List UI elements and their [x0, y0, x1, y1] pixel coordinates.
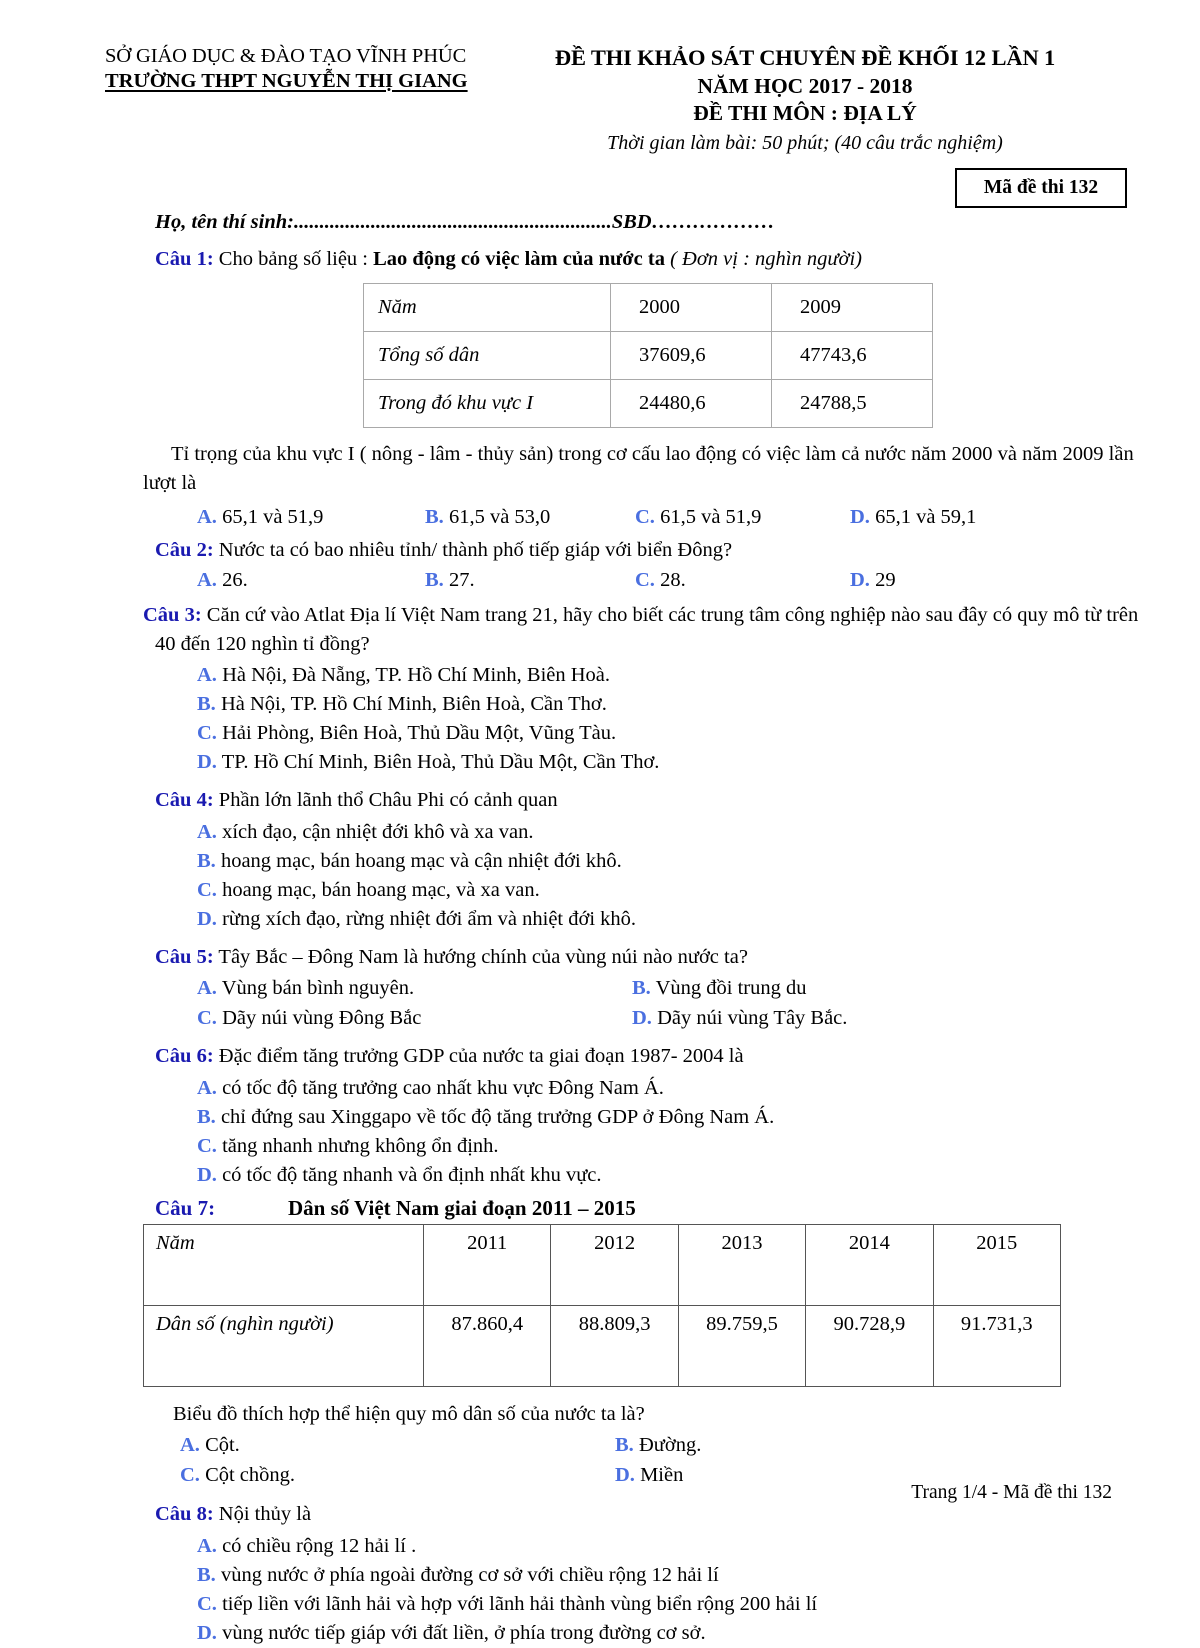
option-d[interactable]	[197, 1619, 1145, 1648]
question-4-label: Câu 4:	[155, 789, 214, 812]
exam-duration: Thời gian làm bài: 50 phút; (40 câu trắc nghiệm)	[607, 131, 1003, 154]
table-cell: Năm	[144, 1225, 424, 1306]
question-6-stem-text: Đặc điểm tăng trưởng GDP của nước ta giai đoạn 1987- 2004 là	[213, 1045, 744, 1068]
exam-subject: ĐỀ THI MÔN : ĐỊA LÝ	[693, 101, 917, 126]
option-b[interactable]	[632, 974, 1067, 1004]
option-b-letter: B.	[197, 1563, 216, 1586]
exam-title: ĐỀ THI KHẢO SÁT CHUYÊN ĐỀ KHỐI 12 LẦN 1	[554, 45, 1056, 70]
question-1-stem-before: Cho bảng số liệu :	[213, 248, 374, 270]
table-row	[364, 332, 933, 380]
option-b-text: 27.	[443, 569, 475, 592]
table-row	[364, 380, 933, 428]
table-cell: Dân số (nghìn người)	[144, 1306, 424, 1387]
option-c[interactable]	[197, 1004, 632, 1034]
question-2-stem-text: Nước ta có bao nhiêu tỉnh/ thành phố tiếp giáp với biển Đông?	[213, 538, 733, 561]
option-c-letter: C.	[197, 878, 217, 901]
option-d[interactable]	[197, 748, 1145, 777]
table-cell: 24480,6	[611, 380, 772, 428]
option-b-letter: B.	[425, 569, 444, 592]
option-d-letter: D.	[197, 751, 217, 774]
option-a[interactable]	[180, 1431, 615, 1461]
option-b-letter: B.	[197, 1105, 216, 1128]
table-cell: 24788,5	[772, 380, 933, 428]
question-7	[0, 1196, 1200, 1490]
option-b-text: Hà Nội, TP. Hồ Chí Minh, Biên Hoà, Cần Thơ.	[215, 693, 607, 716]
option-b-text: hoang mạc, bán hoang mạc và cận nhiệt đới khô.	[215, 849, 622, 872]
question-8	[0, 1500, 1200, 1648]
table-cell: 2014	[806, 1225, 933, 1306]
option-b[interactable]	[197, 847, 1145, 876]
school-year: NĂM HỌC 2017 - 2018	[697, 73, 913, 98]
question-list	[0, 245, 1200, 1648]
table-cell: 2011	[424, 1225, 551, 1306]
question-1-after-table: Tỉ trọng của khu vực I ( nông - lâm - thủy sản) trong cơ cấu lao động có việc làm cả nước năm 2000 và năm 2009 lần lượt là	[143, 443, 1134, 494]
question-2-options	[0, 566, 1200, 595]
question-3-stem-text: Căn cứ vào Atlat Địa lí Việt Nam trang 21, hãy cho biết các trung tâm công nghiệp nào sau đây có quy mô từ trên 40 đến 120 nghìn tỉ đồng?	[155, 604, 1139, 655]
option-d-text: Miền	[634, 1463, 684, 1486]
question-5-label: Câu 5:	[155, 946, 214, 969]
page-header	[0, 44, 1200, 156]
option-a-letter: A.	[197, 663, 217, 686]
option-d[interactable]	[197, 905, 1145, 934]
option-d-text: rừng xích đạo, rừng nhiệt đới ẩm và nhiệt đới khô.	[216, 907, 637, 930]
table-cell: 2009	[772, 284, 933, 332]
question-1-stem	[0, 245, 1200, 273]
option-d[interactable]	[850, 503, 1070, 532]
option-a[interactable]	[197, 661, 1145, 690]
option-c-text: Hải Phòng, Biên Hoà, Thủ Dầu Một, Vũng Tàu.	[216, 722, 617, 745]
option-b[interactable]	[425, 503, 635, 532]
question-1-data-table	[363, 283, 933, 428]
table-cell: 37609,6	[611, 332, 772, 380]
option-d-letter: D.	[197, 907, 217, 930]
table-cell: 90.728,9	[806, 1306, 933, 1387]
option-c-text: tiếp liền với lãnh hải và hợp với lãnh hải thành vùng biển rộng 200 hải lí	[216, 1592, 818, 1615]
option-b-text: Đường.	[633, 1434, 702, 1457]
table-row	[144, 1225, 1061, 1306]
exam-block	[455, 44, 1155, 156]
option-d-text: vùng nước tiếp giáp với đất liền, ở phía trong đường cơ sở.	[216, 1622, 706, 1645]
table-cell: 2015	[933, 1225, 1060, 1306]
option-a-letter: A.	[197, 505, 217, 528]
option-d-text: Dãy núi vùng Tây Bắc.	[651, 1006, 848, 1029]
table-cell: 2000	[611, 284, 772, 332]
question-5-stem	[0, 943, 1200, 971]
option-d[interactable]	[632, 1004, 1067, 1034]
option-c-text: Dãy núi vùng Đông Bắc	[216, 1006, 422, 1029]
question-1-stem-italic: ( Đơn vị : nghìn người)	[664, 248, 863, 270]
option-d-letter: D.	[850, 505, 870, 528]
table-cell: 2013	[678, 1225, 805, 1306]
option-b-letter: B.	[632, 977, 651, 1000]
option-a-text: có chiều rộng 12 hải lí .	[216, 1534, 417, 1557]
option-c-text: tăng nhanh nhưng không ổn định.	[216, 1134, 499, 1157]
question-1-label: Câu 1:	[155, 248, 214, 270]
table-cell: Trong đó khu vực I	[364, 380, 611, 428]
exam-code-box: Mã đề thi 132	[955, 168, 1127, 208]
option-c[interactable]	[197, 876, 1145, 905]
question-8-stem	[0, 1500, 1200, 1528]
question-6-label: Câu 6:	[155, 1045, 214, 1068]
option-b-letter: B.	[425, 505, 444, 528]
option-c-letter: C.	[197, 1006, 217, 1029]
question-4	[0, 786, 1200, 934]
option-d-letter: D.	[197, 1163, 217, 1186]
question-6-stem	[0, 1042, 1200, 1070]
table-row	[144, 1306, 1061, 1387]
question-4-stem	[0, 786, 1200, 814]
option-c-letter: C.	[635, 505, 655, 528]
option-a[interactable]	[197, 818, 1145, 847]
option-a[interactable]	[197, 1074, 1145, 1103]
table-cell: 91.731,3	[933, 1306, 1060, 1387]
option-d[interactable]	[850, 566, 1070, 595]
question-3-stem	[0, 601, 1200, 658]
question-4-stem-text: Phần lớn lãnh thổ Châu Phi có cảnh quan	[213, 789, 558, 812]
question-5	[0, 943, 1200, 1033]
option-b-text: Vùng đồi trung du	[650, 977, 807, 1000]
option-c-text: Cột chồng.	[199, 1463, 296, 1486]
option-a[interactable]	[197, 503, 425, 532]
option-a-text: Hà Nội, Đà Nẵng, TP. Hồ Chí Minh, Biên Hoà.	[216, 663, 611, 686]
option-c-letter: C.	[197, 1134, 217, 1157]
option-b[interactable]	[615, 1431, 1050, 1461]
option-c-text: 61,5 và 51,9	[654, 505, 762, 528]
question-1-stem-bold: Lao động có việc làm của nước ta	[373, 248, 665, 270]
option-c[interactable]	[197, 1132, 1145, 1161]
option-d-letter: D.	[850, 569, 870, 592]
option-a-text: xích đạo, cận nhiệt đới khô và xa van.	[216, 820, 534, 843]
option-c[interactable]	[635, 503, 850, 532]
option-b-text: 61,5 và 53,0	[443, 505, 551, 528]
table-cell: 87.860,4	[424, 1306, 551, 1387]
page-footer: Trang 1/4 - Mã đề thi 132	[911, 1482, 1112, 1503]
table-cell: Năm	[364, 284, 611, 332]
option-a-letter: A.	[197, 1534, 217, 1557]
option-b-text: vùng nước ở phía ngoài đường cơ sở với chiều rộng 12 hải lí	[215, 1563, 719, 1586]
option-a-text: có tốc độ tăng trưởng cao nhất khu vực Đông Nam Á.	[216, 1076, 664, 1099]
option-a[interactable]	[197, 566, 425, 595]
option-c-letter: C.	[635, 569, 655, 592]
table-cell: 89.759,5	[678, 1306, 805, 1387]
option-b-letter: B.	[197, 849, 216, 872]
question-8-options	[0, 1532, 1200, 1648]
option-b[interactable]	[197, 1561, 1145, 1590]
option-b-letter: B.	[615, 1434, 634, 1457]
question-7-title-row	[0, 1196, 1200, 1221]
question-5-stem-text: Tây Bắc – Đông Nam là hướng chính của vùng núi nào nước ta?	[213, 946, 748, 969]
option-a-letter: A.	[197, 977, 217, 1000]
option-b-text: chỉ đứng sau Xinggapo về tốc độ tăng trưởng GDP ở Đông Nam Á.	[215, 1105, 775, 1128]
option-c[interactable]	[635, 566, 850, 595]
option-d-text: 29	[869, 569, 896, 592]
table-cell: 88.809,3	[551, 1306, 678, 1387]
question-3-label: Câu 3:	[143, 604, 202, 627]
option-b[interactable]	[425, 566, 635, 595]
option-c-letter: C.	[197, 722, 217, 745]
question-5-options	[0, 974, 1200, 1033]
question-6-options	[0, 1074, 1200, 1190]
option-c-letter: C.	[197, 1592, 217, 1615]
option-a[interactable]	[197, 1532, 1145, 1561]
option-b[interactable]	[197, 690, 1145, 719]
option-d-text: có tốc độ tăng nhanh và ổn định nhất khu vực.	[216, 1163, 602, 1186]
school-block	[0, 44, 468, 94]
option-d-text: 65,1 và 59,1	[869, 505, 977, 528]
option-d-letter: D.	[197, 1622, 217, 1645]
question-8-label: Câu 8:	[155, 1503, 214, 1526]
department-name: SỞ GIÁO DỤC & ĐÀO TẠO VĨNH PHÚC	[105, 45, 467, 67]
option-c-letter: C.	[180, 1463, 200, 1486]
table-cell: 47743,6	[772, 332, 933, 380]
option-b-letter: B.	[197, 693, 216, 716]
question-7-label: Câu 7:	[155, 1196, 216, 1221]
question-6	[0, 1042, 1200, 1190]
question-7-after-table: Biểu đồ thích hợp thể hiện quy mô dân số của nước ta là?	[173, 1403, 645, 1426]
question-1-options	[0, 503, 1200, 532]
option-a-text: 26.	[216, 569, 248, 592]
option-b[interactable]	[197, 1103, 1145, 1132]
question-3-options	[0, 661, 1200, 777]
question-7-table-title: Dân số Việt Nam giai đoạn 2011 – 2015	[288, 1196, 636, 1221]
option-d-letter: D.	[615, 1463, 635, 1486]
option-a-letter: A.	[180, 1434, 200, 1457]
question-8-stem-text: Nội thủy là	[213, 1503, 312, 1526]
table-row	[364, 284, 933, 332]
option-a[interactable]	[197, 974, 632, 1004]
option-c-text: hoang mạc, bán hoang mạc, và xa van.	[216, 878, 540, 901]
question-2-label: Câu 2:	[155, 538, 214, 561]
option-d[interactable]	[197, 1161, 1145, 1190]
option-a-letter: A.	[197, 1076, 217, 1099]
option-d-letter: D.	[632, 1006, 652, 1029]
question-2	[0, 536, 1200, 595]
option-a-text: Vùng bán bình nguyên.	[216, 977, 415, 1000]
option-c[interactable]	[197, 1590, 1145, 1619]
option-c-text: 28.	[654, 569, 686, 592]
table-cell: Tổng số dân	[364, 332, 611, 380]
option-a-text: Cột.	[199, 1434, 240, 1457]
question-7-data-table	[143, 1224, 1061, 1387]
option-c[interactable]	[197, 719, 1145, 748]
candidate-info-line: Họ, tên thí sinh:..............................................................SBD………………	[155, 211, 775, 233]
question-1	[0, 245, 1200, 532]
option-a-letter: A.	[197, 569, 217, 592]
question-2-stem	[0, 536, 1200, 564]
school-name: TRƯỜNG THPT NGUYỄN THỊ GIANG	[105, 70, 468, 92]
table-cell: 2012	[551, 1225, 678, 1306]
option-a-text: 65,1 và 51,9	[216, 505, 324, 528]
question-4-options	[0, 818, 1200, 934]
question-3	[0, 601, 1200, 777]
option-d-text: TP. Hồ Chí Minh, Biên Hoà, Thủ Dầu Một, Cần Thơ.	[216, 751, 660, 774]
option-a-letter: A.	[197, 820, 217, 843]
